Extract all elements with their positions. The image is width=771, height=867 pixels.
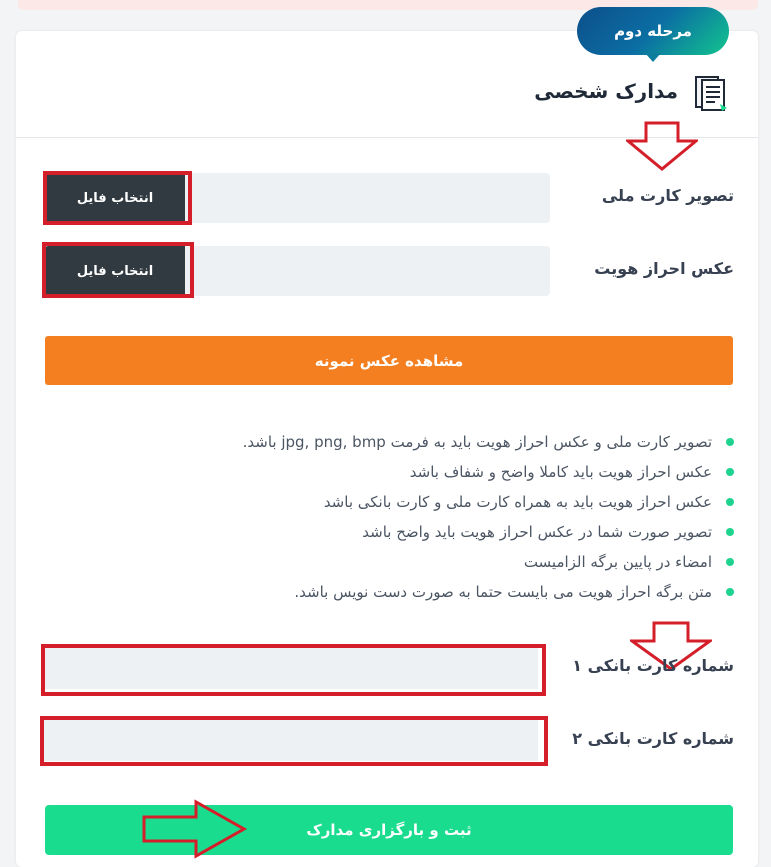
bullet-dot-icon [726, 528, 734, 536]
bullet-dot-icon [726, 498, 734, 506]
submit-documents-label: ثبت و بارگزاری مدارک [306, 821, 472, 839]
annotation-highlight-box-1 [43, 171, 192, 225]
step-badge-pointer [645, 53, 661, 62]
bank-card-1-label: شماره کارت بانکی ۱ [572, 656, 734, 675]
view-sample-photo-button[interactable] [45, 336, 733, 385]
step-badge [577, 7, 729, 55]
annotation-highlight-box-4 [40, 716, 548, 766]
list-item: متن برگه احراز هویت می بایست حتما به صورت دست نویس باشد. [94, 577, 734, 607]
view-sample-photo-label: مشاهده عکس نمونه [314, 351, 464, 370]
upload-label-identity-photo: عکس احراز هویت [594, 259, 734, 278]
documents-card [16, 22, 758, 867]
annotation-arrow-right [140, 799, 250, 859]
bullet-dot-icon [726, 438, 734, 446]
annotation-highlight-box-2 [42, 242, 194, 298]
requirements-list [94, 427, 734, 607]
choose-file-label: انتخاب فایل [76, 190, 154, 206]
list-item: عکس احراز هویت باید به همراه کارت ملی و کارت بانکی باشد [94, 487, 734, 517]
list-item: تصویر صورت شما در عکس احراز هویت باید واضح باشد [94, 517, 734, 547]
list-item: امضاء در پایین برگه الزامیست [94, 547, 734, 577]
document-icon [693, 74, 729, 112]
bullet-dot-icon [726, 558, 734, 566]
list-item: تصویر کارت ملی و عکس احراز هویت باید به فرمت jpg, png, bmp باشد. [94, 427, 734, 457]
upload-label-national-card: تصویر کارت ملی [601, 186, 734, 205]
bullet-dot-icon [726, 468, 734, 476]
bank-card-2-label: شماره کارت بانکی ۲ [572, 729, 734, 748]
list-item: عکس احراز هویت باید کاملا واضح و شفاف باشد [94, 457, 734, 487]
annotation-highlight-box-3 [41, 644, 546, 696]
annotation-arrow-down-1 [626, 121, 698, 171]
section-title: مدارک شخصی [534, 79, 678, 103]
choose-file-label: انتخاب فایل [76, 263, 154, 279]
step-label: مرحله دوم [614, 22, 692, 40]
bullet-dot-icon [726, 588, 734, 596]
